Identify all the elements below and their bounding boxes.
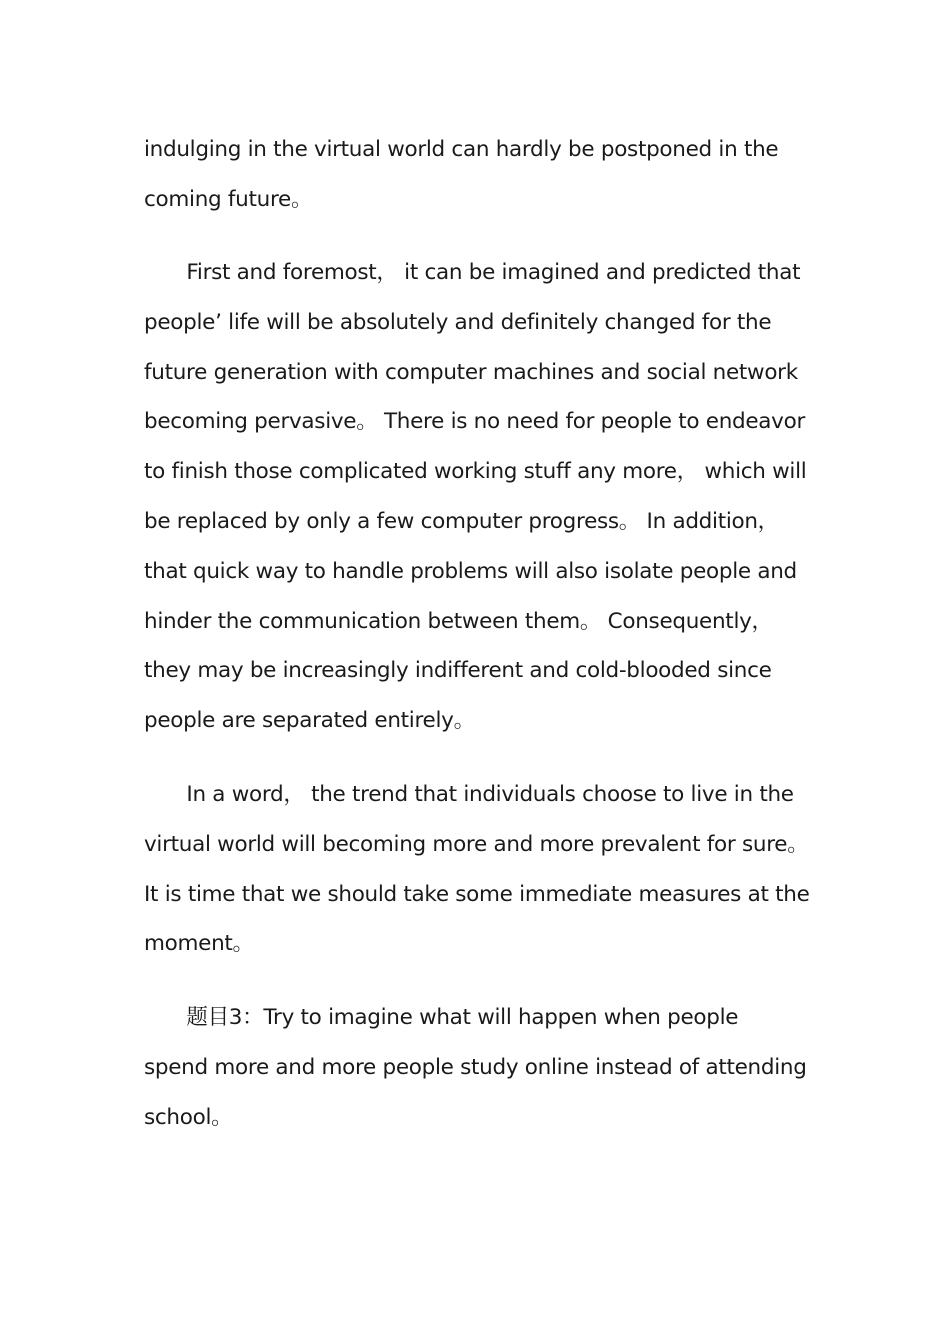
- paragraph-conclusion: In a word， the trend that individuals choose to live in the virtual world will becoming more and more prevalent for sure。 It is time that we should take some immediate measures at the moment。: [144, 782, 810, 957]
- paragraph-topic-3: 题目3：Try to imagine what will happen when people spend more and more people study online instead of attending school。: [144, 1005, 807, 1130]
- paragraph-continuation: indulging in the virtual world can hardly be postponed in the coming future。: [144, 137, 779, 212]
- paragraph-body: First and foremost， it can be imagined and predicted that people’ life will be absolutely and definitely changed for the future generation with computer machines and social network becoming pervasive。 There is no need for people to endeavor to finish those complicated working stuff any more， which will be replaced by only a few computer progress。 In addition， that quick way to handle problems will also isolate people and hinder the communication between them。 Consequently， they may be increasingly indifferent and cold-blooded since people are separated entirely。: [144, 260, 807, 734]
